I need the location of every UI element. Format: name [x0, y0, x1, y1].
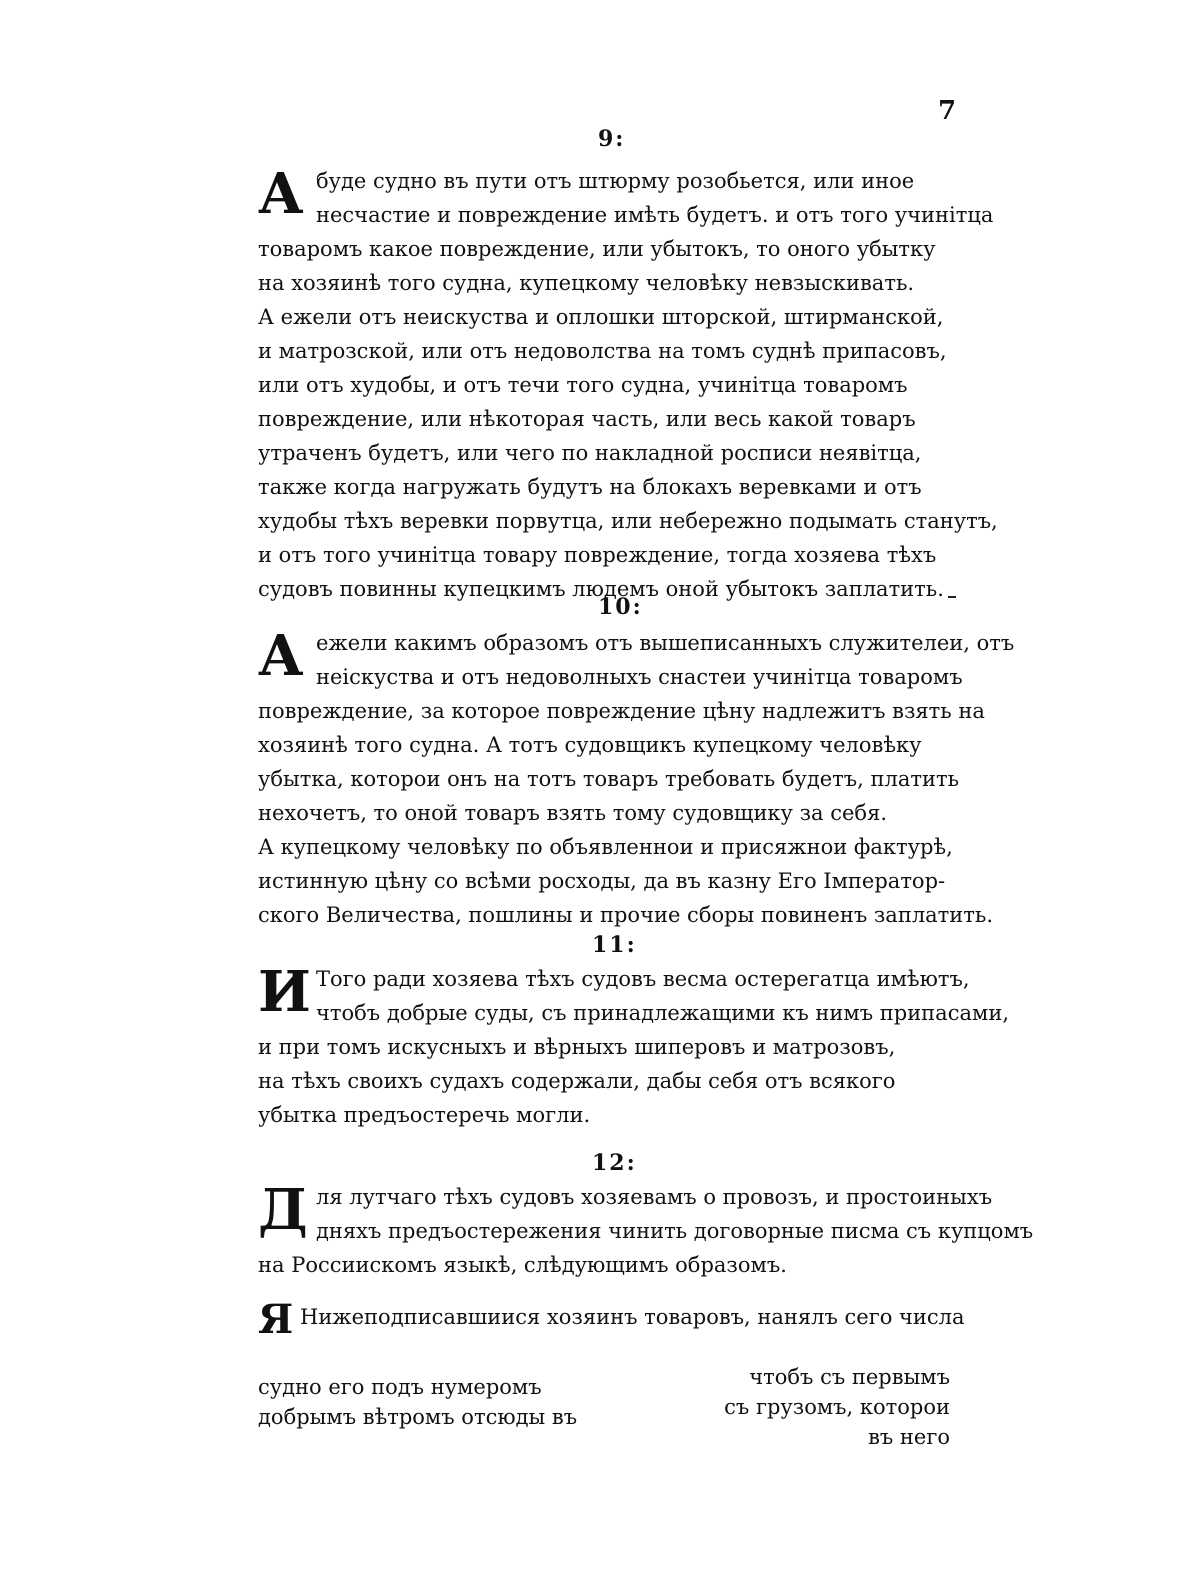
article-line: неіскуства и отъ недоволныхъ снастеи учинітца товаромъ [316, 665, 963, 689]
article-line: на Россиискомъ языкѣ, слѣдующимъ образомъ. [258, 1253, 787, 1277]
article-line: буде судно въ пути отъ штюрму розобьется, или иное [316, 169, 915, 193]
article-line: или отъ худобы, и отъ течи того судна, учинітца товаромъ [258, 373, 908, 397]
article-line: и матрозской, или отъ недоволства на томъ суднѣ припасовъ, [258, 339, 947, 363]
form-line: Нижеподписавшиися хозяинъ товаровъ, нанялъ сего числа [300, 1305, 965, 1329]
article-number: 10: [598, 594, 643, 620]
drop-cap: А [258, 161, 304, 227]
article-line: истинную цѣну со всѣми росходы, да въ казну Его Імператор- [258, 869, 946, 893]
article-line: хозяинѣ того судна. А тотъ судовщикъ купецкому человѣку [258, 733, 922, 757]
article-line: ского Величества, пошлины и прочие сборы повиненъ заплатить. [258, 903, 994, 927]
drop-cap: А [258, 623, 304, 689]
article-line: ежели какимъ образомъ отъ вышеписанныхъ служителеи, отъ [316, 631, 1015, 655]
article-line: чтобъ добрые суды, съ принадлежащими къ нимъ припасами, [316, 1001, 1009, 1025]
article-line: и отъ того учинітца товару повреждение, тогда хозяева тѣхъ [258, 543, 937, 567]
article-line: повреждение, за которое повреждение цѣну надлежитъ взять на [258, 699, 985, 723]
article-line: утраченъ будетъ, или чего по накладной росписи неявітца, [258, 441, 922, 465]
article-line: судовъ повинны купецкимъ людемъ оной убытокъ заплатить. [258, 577, 944, 601]
contract-form-heading [258, 1296, 965, 1343]
article-number: 12: [592, 1150, 637, 1176]
article-line: также когда нагружать будутъ на блокахъ веревками и отъ [258, 475, 922, 499]
article-line: Того ради хозяева тѣхъ судовъ весма остерегатца имѣютъ, [316, 967, 970, 991]
article-line: убытка, которои онъ на тотъ товаръ требовать будетъ, платить [258, 767, 960, 791]
form-left-column [258, 1372, 577, 1432]
drop-cap: Я [258, 1296, 294, 1343]
drop-cap: Д [258, 1177, 308, 1243]
article-11 [258, 959, 1009, 1132]
form-fragment: въ него [868, 1425, 950, 1449]
drop-cap: И [258, 959, 311, 1025]
article-line: дняхъ предъостережения чинить договорные писма съ купцомъ [316, 1219, 1034, 1243]
article-number: 9: [598, 126, 626, 152]
article-line: на тѣхъ своихъ судахъ содержали, дабы себя отъ всякого [258, 1069, 896, 1093]
article-line: ля лутчаго тѣхъ судовъ хозяевамъ о провозъ, и простоиныхъ [316, 1185, 993, 1209]
page-number: 7 [938, 96, 957, 126]
article-line: товаромъ какое повреждение, или убытокъ, то оного убытку [258, 237, 936, 261]
article-12 [258, 1177, 1034, 1282]
article-line: нехочетъ, то оной товаръ взять тому судовщику за себя. [258, 801, 887, 825]
article-line: убытка предъостеречь могли. [258, 1103, 591, 1127]
article-line: повреждение, или нѣкоторая часть, или весь какой товаръ [258, 407, 916, 431]
form-right-column [716, 1362, 950, 1452]
margin-mark [948, 596, 956, 598]
article-line: А купецкому человѣку по объявленнои и присяжнои фактурѣ, [258, 835, 953, 859]
article-line: несчастие и повреждение имѣть будетъ. и отъ того учинітца [316, 203, 994, 227]
form-fragment: добрымъ вѣтромъ отсюды въ [258, 1405, 578, 1429]
form-fragment: судно его подъ нумеромъ [258, 1375, 542, 1399]
form-fragment: съ грузомъ, которои [724, 1395, 950, 1419]
article-10 [258, 623, 1015, 932]
article-line: и при томъ искусныхъ и вѣрныхъ шиперовъ и матрозовъ, [258, 1035, 896, 1059]
article-line: на хозяинѣ того судна, купецкому человѣку невзыскивать. [258, 271, 915, 295]
article-9 [258, 161, 998, 606]
article-number: 11: [592, 932, 637, 958]
article-line: худобы тѣхъ веревки порвутца, или небережно подымать станутъ, [258, 509, 998, 533]
article-line: А ежели отъ неискуства и оплошки шторской, штирманской, [258, 305, 944, 329]
form-fragment: чтобъ съ первымъ [749, 1365, 950, 1389]
